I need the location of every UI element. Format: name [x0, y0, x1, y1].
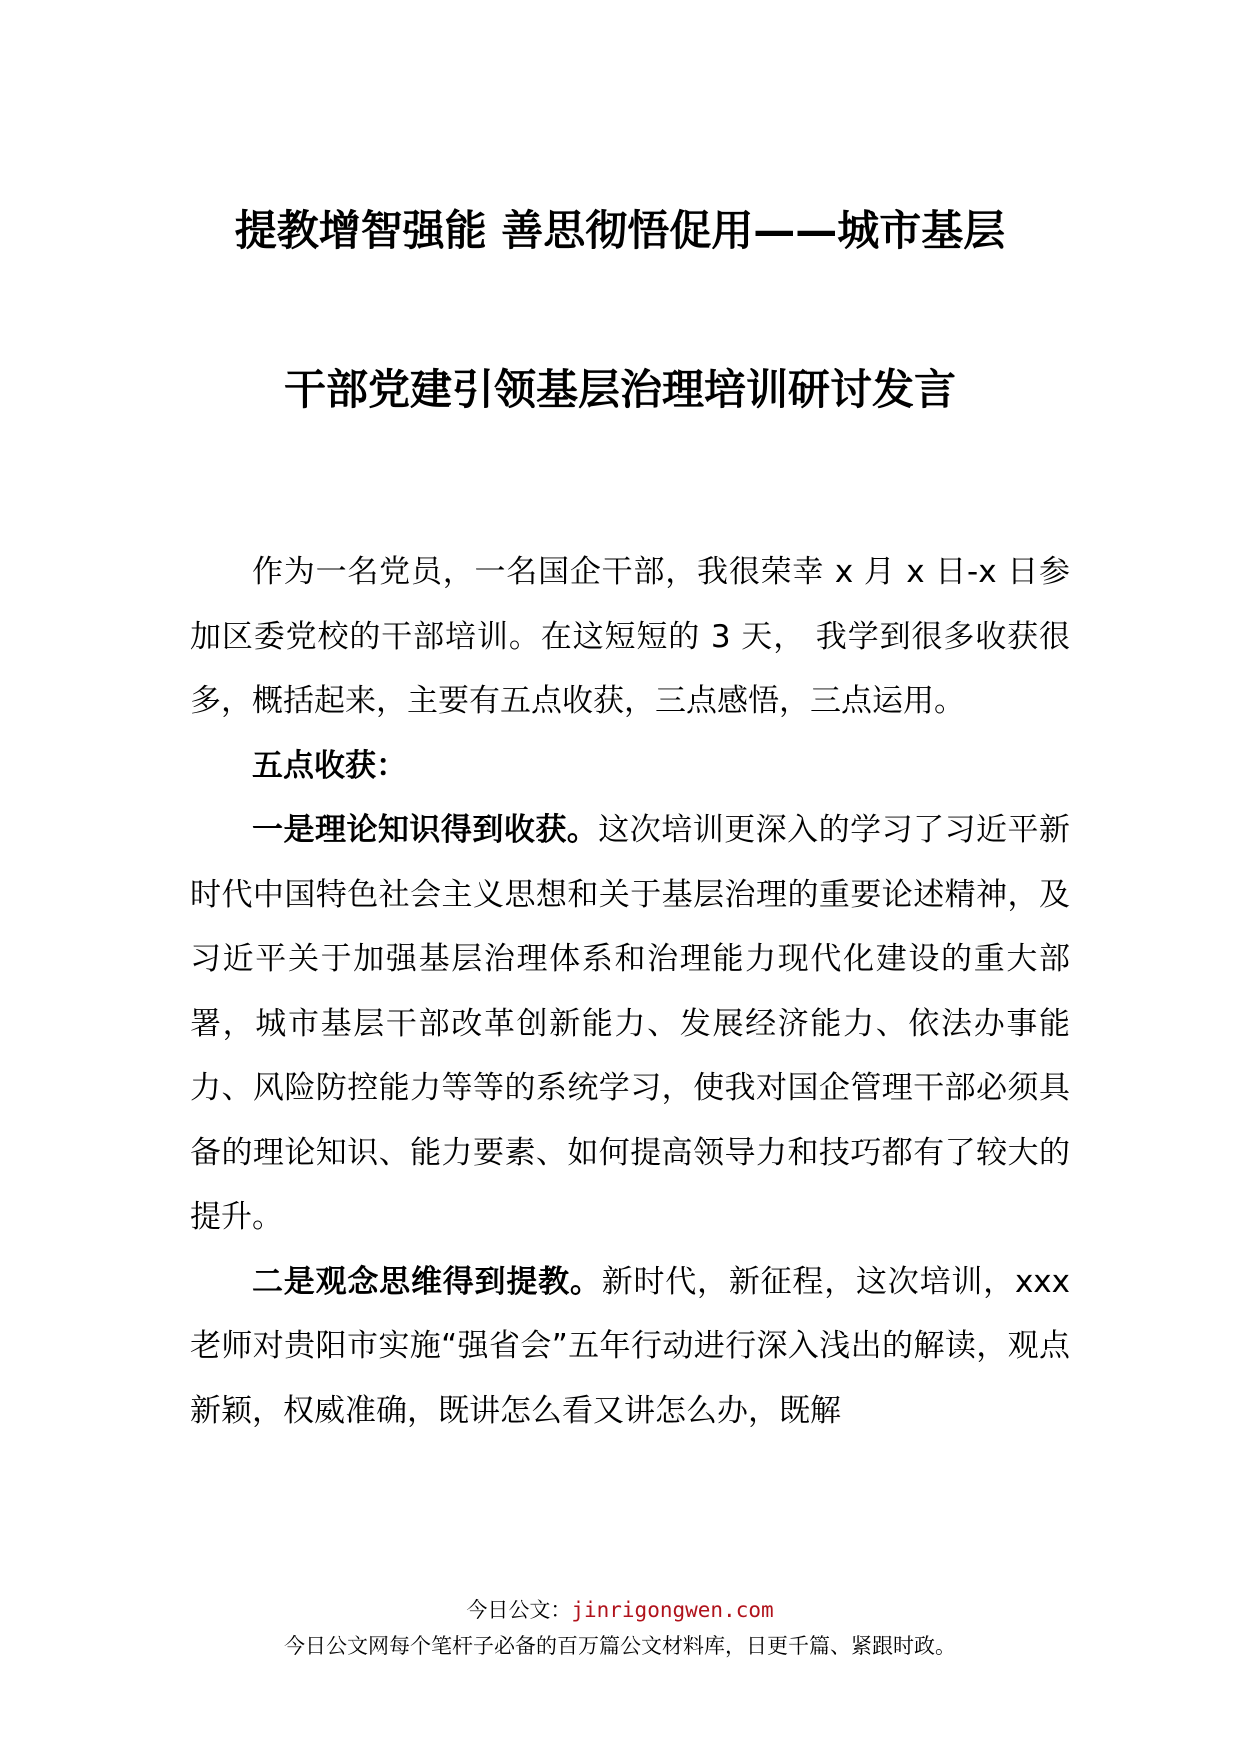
document-body — [190, 540, 1070, 1443]
point-2-body: 新时代，新征程，这次培训，xxx 老师对贵阳市实施“强省会”五年行动进行深入浅出的解读，观点新颖，权威准确，既讲怎么看又讲怎么办，既解 — [190, 1263, 1070, 1429]
section-heading: 五点收获： — [252, 747, 407, 784]
point-2-lead: 二是观念思维得到提教。 — [252, 1263, 602, 1300]
intro-paragraph: 作为一名党员，一名国企干部，我很荣幸 x 月 x 日-x 日参加区委党校的干部培训。在这短短的 3 天， 我学到很多收获很多，概括起来，主要有五点收获，三点感悟，三点运用。 — [190, 554, 1070, 719]
point-1-lead: 一是理论知识得到收获。 — [252, 812, 599, 848]
point-1-paragraph — [190, 798, 1070, 1250]
document-title-line-1: 提教增智强能 善思彻悟促用——城市基层 — [234, 206, 1006, 255]
footer-url-link[interactable]: jinrigongwen.com — [571, 1598, 774, 1622]
point-2-paragraph — [190, 1250, 1070, 1444]
point-1-body: 这次培训更深入的学习了习近平新时代中国特色社会主义思想和关于基层治理的重要论述精神，及习近平关于加强基层治理体系和治理能力现代化建设的重大部署，城市基层干部改革创新能力、发展经济能力、依法办事能力、风险防控能力等等的系统学习，使我对国企管理干部必须具备的理论知识、能力要素、如何提高领导力和技巧都有了较大的提升。 — [190, 812, 1070, 1235]
footer-slogan: 今日公文网每个笔杆子必备的百万篇公文材料库，日更千篇、紧跟时政。 — [284, 1634, 956, 1658]
footer-source — [0, 1594, 1240, 1624]
document-title-line-2: 干部党建引领基层治理培训研讨发言 — [283, 365, 956, 414]
footer-label: 今日公文： — [466, 1598, 572, 1622]
